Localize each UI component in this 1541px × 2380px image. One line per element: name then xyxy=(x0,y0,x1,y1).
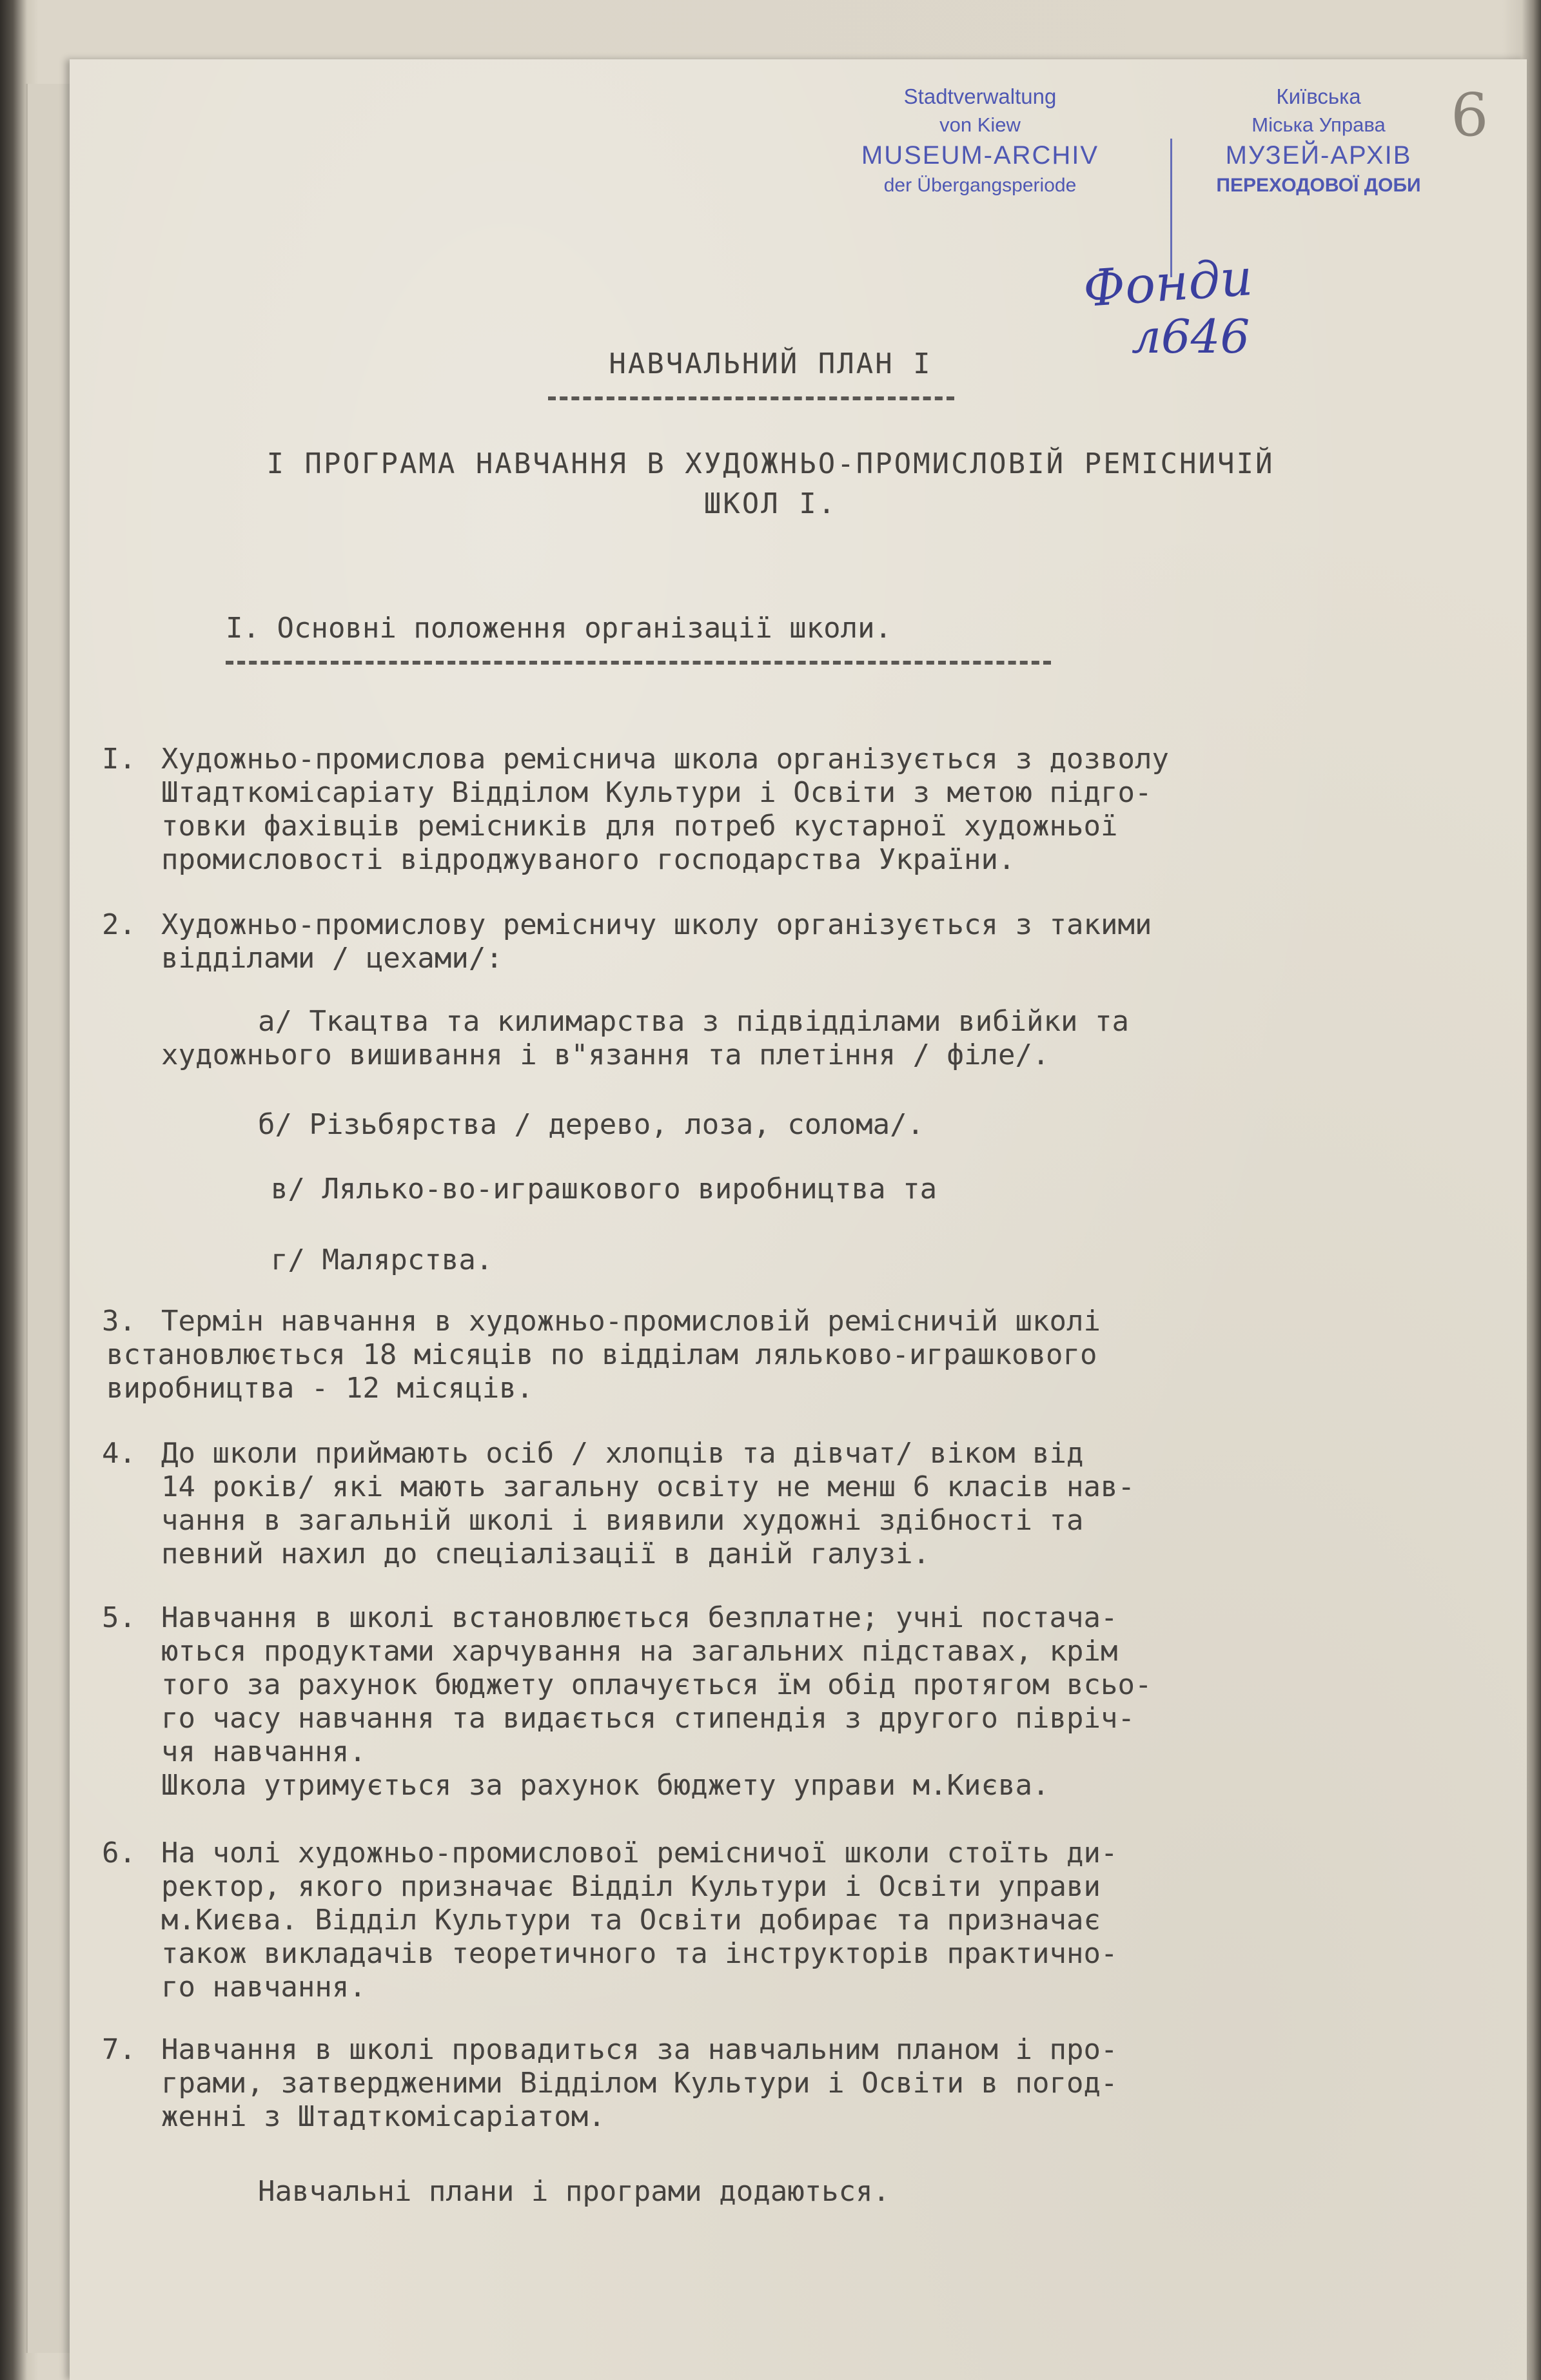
subitem-line: в/ Лялько-во-играшкового виробництва та xyxy=(271,1173,937,1205)
item-line: Художньо-промислову ремісничу школу організується з такими xyxy=(161,908,1152,941)
item-line: Термін навчання в художньо-промисловій ремісничій школі xyxy=(161,1305,1101,1338)
item-number: І. xyxy=(102,743,136,775)
section-heading: І. Основні положення організації школи. xyxy=(226,612,892,645)
subitem-line: б/ Різьбярства / дерево, лоза, солома/. xyxy=(258,1108,925,1141)
item-number: 4. xyxy=(102,1437,136,1470)
item-line: ректор, якого призначає Відділ Культури і Освіти управи xyxy=(161,1870,1101,1903)
doc-title-line-1: НАВЧАЛЬНИЙ ПЛАН І xyxy=(609,347,932,380)
item-line: го навчання. xyxy=(161,1971,366,2004)
stamp-line: Київська xyxy=(1276,84,1361,108)
item-line: На чолі художньо-промислової ремісничої школи стоїть ди- xyxy=(161,1837,1118,1869)
item-line: товки фахівців ремісників для потреб кустарної художньої xyxy=(161,810,1118,843)
item-line: також викладачів теоретичного та інструкторів практично- xyxy=(161,1937,1118,1970)
item-line: ються продуктами харчування на загальних підставах, крім xyxy=(161,1635,1118,1668)
stamp-line: ПЕРЕХОДОВОЇ ДОБИ xyxy=(1216,175,1421,196)
item-line: відділами / цехами/: xyxy=(161,942,503,975)
item-line: виробництва - 12 місяців. xyxy=(106,1372,534,1405)
archive-stamp-ukrainian xyxy=(1161,83,1477,200)
item-line: Школа утримується за рахунок бюджету управи м.Києва. xyxy=(161,1769,1050,1802)
stamp-line: Stadtverwaltung xyxy=(903,84,1057,108)
title-underline xyxy=(548,396,954,404)
item-line: До школи приймають осіб / хлопців та дівчат/ віком від xyxy=(161,1437,1084,1470)
stamp-line: MUSEUM-ARCHIV xyxy=(861,141,1099,170)
handwritten-page-number: 6 xyxy=(1451,81,1489,150)
item-line: Навчання в школі встановлюється безплатне; учні постача- xyxy=(161,1601,1118,1634)
item-line: чання в загальній школі і виявили художні здібності та xyxy=(161,1504,1084,1537)
subitem-line: художнього вишивання і в"язання та плетіння / філе/. xyxy=(161,1039,1050,1071)
item-line: женні з Штадткомісаріатом. xyxy=(161,2100,605,2133)
item-number: 6. xyxy=(102,1837,136,1869)
item-line: 14 років/ які мають загальну освіту не менш 6 класів нав- xyxy=(161,1470,1135,1503)
subitem-line: г/ Малярства. xyxy=(271,1244,493,1276)
handwritten-fondy: Фонди xyxy=(1081,248,1255,319)
item-number: 7. xyxy=(102,2033,136,2066)
section-underline xyxy=(226,661,1051,668)
item-number: 2. xyxy=(102,908,136,941)
stamp-line: Міська Управа xyxy=(1251,113,1386,136)
doc-title-line-3: ШКОЛ І. xyxy=(703,487,838,520)
stamp-line: der Übergangsperiode xyxy=(883,175,1077,196)
archive-stamp-german xyxy=(806,83,1154,200)
item-number: 3. xyxy=(102,1305,136,1338)
item-line: грами, затвердженими Відділом Культури і Освіти в погод- xyxy=(161,2067,1118,2100)
item-line: Штадткомісаріату Відділом Культури і Освіти з метою підго- xyxy=(161,776,1152,809)
item-line: го часу навчання та видається стипендія з другого півріч- xyxy=(161,1702,1135,1735)
item-line: промисловості відроджуваного господарства України. xyxy=(161,843,1016,876)
closing-line: Навчальні плани і програми додаються. xyxy=(258,2175,890,2208)
handwritten-fund-number: л646 xyxy=(1132,309,1250,364)
stamp-line: von Kiew xyxy=(939,113,1021,136)
item-line: Навчання в школі провадиться за навчальним планом і про- xyxy=(161,2033,1118,2066)
item-line: чя навчання. xyxy=(161,1735,366,1768)
doc-title-line-2: І ПРОГРАМА НАВЧАННЯ В ХУДОЖНЬО-ПРОМИСЛОВІЙ РЕМІСНИЧІЙ xyxy=(266,447,1275,480)
subitem-line: а/ Ткацтва та килимарства з підвідділами вибійки та xyxy=(258,1005,1130,1038)
stamp-line: МУЗЕЙ-АРХІВ xyxy=(1225,141,1412,170)
item-line: м.Києва. Відділ Культури та Освіти добирає та призначає xyxy=(161,1904,1101,1936)
item-line: певний нахил до спеціалізації в даній галузі. xyxy=(161,1537,930,1570)
item-line: Художньо-промислова ремісничa школа організується з дозволу xyxy=(161,743,1169,775)
item-line: того за рахунок бюджету оплачується їм обід протягом всьо- xyxy=(161,1668,1152,1701)
item-line: встановлюється 18 місяців по відділам ляльково-играшкового xyxy=(106,1338,1097,1371)
item-number: 5. xyxy=(102,1601,136,1634)
